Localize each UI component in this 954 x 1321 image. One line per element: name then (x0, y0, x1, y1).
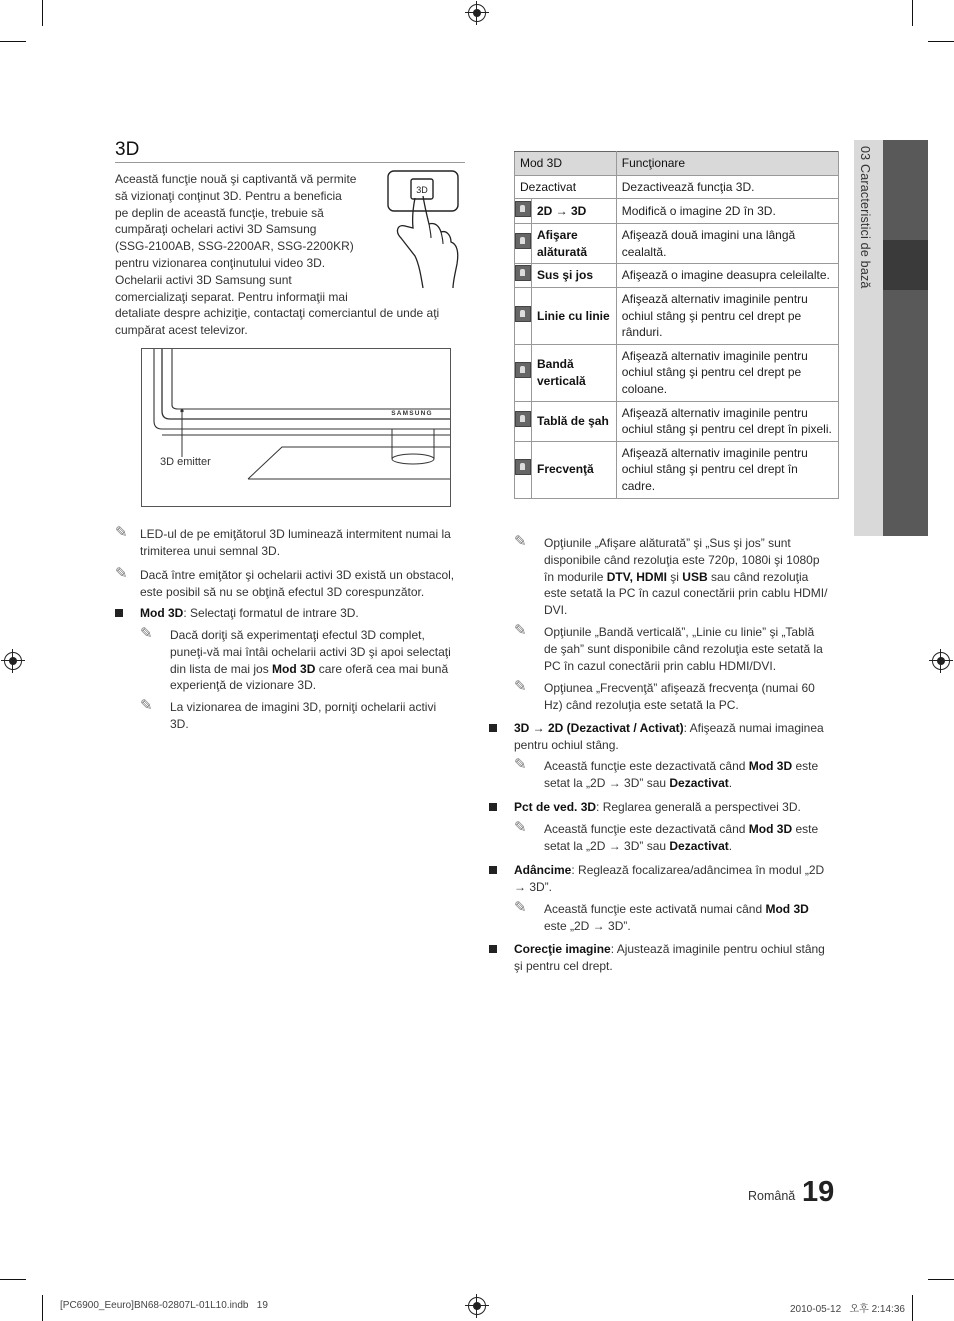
table-row (515, 224, 839, 264)
note-bold: Mod 3D (748, 759, 793, 773)
note-pencil-icon: ✎ (140, 697, 153, 714)
note-pencil-icon: ✎ (514, 899, 527, 916)
mod3d-item (140, 605, 470, 622)
note-pencil-icon: ✎ (514, 622, 527, 639)
note-bold: Mod 3D (272, 661, 316, 676)
mode-name-text: Tablă de şah (537, 413, 609, 428)
mode-name (532, 264, 617, 288)
mode-desc: Afişează alternativ imaginile pentru ochiul stâng şi pentru cel drept pe coloane. (616, 344, 838, 401)
note-line: puneţi-vă mai întâi ochelarii activi 3D şi apoi selectaţi (170, 644, 451, 659)
note-fragment: care oferă cea mai bună (315, 661, 449, 676)
note-line: Opţiunile „Afişare alăturată” şi „Sus şi jos” sunt (544, 536, 791, 550)
note-side-by-side (544, 535, 842, 619)
note-bold: DTV, HDMI (606, 569, 667, 584)
feature-line: şi pentru cel drept. (514, 958, 613, 973)
bullet-square-icon (115, 609, 123, 617)
mode-name-text: Afişare alăturată (537, 228, 588, 259)
bullet-square-icon (489, 724, 497, 732)
note-bold: Dezactivat (669, 775, 729, 790)
feature-label: Adâncime (514, 863, 572, 877)
mode-icon-cell (515, 441, 532, 498)
mode-name-text: Linie cu linie (537, 308, 610, 323)
feature-line (514, 862, 844, 879)
note-led-text (140, 526, 470, 560)
note-fragment: din lista de mai jos (170, 661, 273, 676)
footer-language: Română (748, 1189, 796, 1203)
table-row (515, 175, 839, 199)
note-line: Opţiunile „Bandă verticală”, „Linie cu linie” şi „Tablă (544, 625, 815, 639)
registration-mark-icon (468, 1297, 486, 1315)
note-fragment: . (728, 775, 733, 790)
chapter-side-label: 03 Caracteristici de bază (858, 146, 872, 289)
feature-line (514, 941, 844, 958)
table-header-cell: Funcţionare (616, 152, 838, 176)
feature-desc: : Reglarea generală a perspectivei 3D. (596, 800, 801, 814)
note-frequency (544, 680, 842, 714)
mode-line-by-line-icon (515, 306, 531, 322)
note-pencil-icon: ✎ (514, 678, 527, 695)
note-line (544, 775, 842, 792)
note-bold: Dezactivat (669, 838, 729, 853)
note-bold: Mod 3D (748, 822, 793, 836)
note-line: LED-ul de pe emiţătorul 3D luminează intermitent numai la (140, 527, 451, 541)
mode-name (532, 199, 617, 224)
note-line: Opţiunea „Frecvenţă” afişează frecvenţa (numai 60 (544, 681, 815, 695)
tv-illustration (142, 349, 450, 506)
side-tab-marker (883, 240, 928, 290)
note-line (544, 758, 842, 775)
mod3d-desc: : Selectaţi formatul de intrare 3D. (183, 606, 359, 620)
crop-mark (42, 1295, 43, 1321)
feature-3d-to-2d (514, 720, 844, 754)
mode-name (532, 344, 617, 401)
mode-desc: Afişează două imagini una lângă cealaltă. (616, 224, 838, 264)
mode-top-bottom-icon (515, 265, 531, 281)
mode-desc: Afişează alternativ imaginile pentru ochiul stâng şi pentru cel drept în cadre. (616, 441, 838, 498)
mode3d-table (514, 151, 839, 499)
mode-vertical-stripe-icon (515, 362, 531, 378)
feature-3d-to-2d-note (544, 758, 842, 792)
note-pencil-icon: ✎ (115, 524, 128, 541)
intro-line: să vizionaţi conţinut 3D. Pentru a beneficia (115, 188, 342, 203)
mode-name (532, 287, 617, 344)
note-line: PC în cazul conectării prin cablu HDMI/DVI. (544, 658, 777, 673)
feature-line (514, 720, 844, 737)
feature-depth (514, 862, 844, 896)
feature-desc: : Ajustează imaginile pentru ochiul stâng (610, 942, 825, 956)
tv-brand-logo: SAMSUNG (391, 410, 433, 417)
intro-line: cumpărat acest televizor. (115, 323, 248, 338)
mode-desc: Afişează o imagine deasupra celeilalte. (616, 264, 838, 288)
crop-mark (912, 1295, 913, 1321)
feature-viewpoint (514, 799, 844, 816)
feature-label: Corecţie imagine (514, 942, 611, 956)
remote-3d-button-label: 3D (416, 185, 428, 195)
feature-label: 3D → 2D (Dezactivat / Activat) (514, 721, 684, 735)
note-fragment: este (792, 822, 819, 836)
mode-icon-cell (515, 264, 532, 288)
page-number: 19 (802, 1176, 835, 1208)
note-fragment: Această funcţie este dezactivată când (544, 759, 749, 773)
emitter-label: 3D emitter (160, 456, 211, 468)
bullet-square-icon (489, 803, 497, 811)
note-fragment: . (728, 838, 733, 853)
note-line: DVI. (544, 603, 568, 618)
crop-mark (42, 0, 43, 26)
note-fragment: este (792, 759, 819, 773)
note-line: experienţă de vizionare 3D. (170, 678, 317, 693)
note-fragment: setat la „2D → 3D” sau (544, 838, 670, 853)
note-line: este „2D → 3D”. (544, 918, 631, 933)
side-tab-dark (883, 140, 928, 536)
crop-mark (0, 41, 26, 42)
intro-line: pentru vizionarea conţinutului video 3D. (115, 255, 326, 270)
table-header-row (515, 152, 839, 176)
crop-mark (928, 41, 954, 42)
mode-desc: Afişează alternativ imaginile pentru ochiul stâng şi pentru cel drept în pixeli. (616, 401, 838, 441)
crop-mark (928, 1279, 954, 1280)
note-line: Dacă între emiţător şi ochelarii activi 3D există un obstacol, (140, 568, 455, 582)
registration-mark-icon (932, 652, 950, 670)
registration-mark-icon (468, 4, 486, 22)
note-fragment: sau când rezoluţia (707, 569, 809, 584)
intro-line: detaliate despre achiziţie, contactaţi comerciantul de unde aţi (115, 306, 440, 321)
note-pencil-icon: ✎ (514, 819, 527, 836)
table-row (515, 264, 839, 288)
note-fragment: setat la „2D → 3D” sau (544, 775, 670, 790)
feature-viewpoint-note (544, 821, 842, 855)
note-vertical-stripe (544, 624, 842, 674)
note-line (544, 821, 842, 838)
table-row (515, 401, 839, 441)
feature-line (514, 799, 844, 816)
note-line (544, 569, 842, 586)
mode-name: Dezactivat (515, 175, 617, 199)
note-pencil-icon: ✎ (514, 756, 527, 773)
note-bold: USB (682, 569, 708, 584)
note-line: Dacă doriţi să experimentaţi efectul 3D complet, (170, 628, 425, 642)
note-line: Hz) când rezoluţia este setată la PC. (544, 697, 739, 712)
note-line (544, 838, 842, 855)
tv-illustration-frame (141, 348, 451, 507)
mode-desc: Modifică o imagine 2D în 3D. (616, 199, 838, 224)
note-line: trimiterea unui semnal 3D. (140, 543, 281, 558)
note-fragment: Această funcţie este activată numai când (544, 902, 766, 916)
mode-name (532, 224, 617, 264)
section-title-rule (115, 162, 465, 163)
crop-mark (0, 1279, 26, 1280)
feature-line: → 3D”. (514, 879, 553, 894)
mode-desc: Dezactivează funcţia 3D. (616, 175, 838, 199)
mode-icon-cell (515, 287, 532, 344)
remote-hand-illustration (385, 168, 465, 290)
note-line: La vizionarea de imagini 3D, porniţi ochelarii activi (170, 700, 437, 714)
mode-name (532, 401, 617, 441)
note-fragment: şi (666, 569, 683, 584)
note-line: 3D. (170, 716, 189, 731)
mode-icon-cell (515, 344, 532, 401)
note-line: de şah” sunt disponibile când rezoluţia este setată la (544, 641, 823, 656)
intro-line: comercializaţi separat. Pentru informaţii mai (115, 289, 348, 304)
table-row (515, 344, 839, 401)
mode-name-text: 2D → 3D (537, 203, 587, 218)
feature-depth-note (544, 901, 842, 935)
feature-label: Pct de ved. 3D (514, 800, 597, 814)
table-header-cell: Mod 3D (515, 152, 617, 176)
mode-frequency-icon (515, 459, 531, 475)
mode-name (532, 441, 617, 498)
mode-side-by-side-icon (515, 233, 531, 249)
note-fragment: în modurile (544, 569, 607, 584)
table-row (515, 199, 839, 224)
mode-2d3d-icon (515, 201, 531, 217)
mode-icon-cell (515, 401, 532, 441)
feature-line: pentru ochiul stâng. (514, 737, 619, 752)
intro-line: cumpăraţi ochelari activi 3D Samsung (115, 222, 317, 237)
feature-picture-correction (514, 941, 844, 975)
intro-line: pe deplin de această funcţie, trebuie să (115, 205, 324, 220)
intro-line: (SSG-2100AB, SSG-2200AR, SSG-2200KR) (115, 239, 354, 254)
mode-desc: Afişează alternativ imaginile pentru ochiul stâng şi pentru cel drept pe rânduri. (616, 287, 838, 344)
intro-line: Această funcţie nouă şi captivantă vă permite (115, 172, 357, 186)
note-line (544, 901, 842, 918)
table-row (515, 441, 839, 498)
mod3d-note1 (170, 627, 470, 694)
intro-line: Ochelarii activi 3D Samsung sunt (115, 272, 292, 287)
mode-icon-cell (515, 224, 532, 264)
note-obstacle-text (140, 567, 470, 601)
mode-icon-cell (515, 199, 532, 224)
note-pencil-icon: ✎ (140, 625, 153, 642)
registration-mark-icon (4, 652, 22, 670)
crop-mark (912, 0, 913, 26)
print-timestamp: 2010-05-12 오후 2:14:36 (790, 1304, 905, 1315)
note-pencil-icon: ✎ (115, 565, 128, 582)
note-fragment: Această funcţie este dezactivată când (544, 822, 749, 836)
bullet-square-icon (489, 945, 497, 953)
note-bold: Mod 3D (765, 902, 809, 916)
note-line: este setată la PC în cazul conectării prin cablu HDMI/ (544, 586, 828, 601)
mod3d-note2 (170, 699, 470, 733)
feature-desc: : Reglează focalizarea/adâncimea în modul „2D (571, 863, 825, 877)
note-pencil-icon: ✎ (514, 533, 527, 550)
feature-desc: : Afişează numai imaginea (683, 721, 824, 735)
mode-name-text: Frecvenţă (537, 462, 594, 477)
note-line (170, 661, 470, 678)
mode-name-text: Bandă verticală (537, 357, 586, 388)
mode-checkerboard-icon (515, 411, 531, 427)
bullet-square-icon (489, 866, 497, 874)
note-line: este posibil să nu se obţină efectul 3D corespunzător. (140, 584, 425, 599)
note-line: disponibile când rezoluţia este 720p, 1080i şi 1080p (544, 552, 820, 567)
mode-name-text: Sus şi jos (537, 268, 594, 283)
mod3d-label: Mod 3D (140, 606, 184, 620)
table-row (515, 287, 839, 344)
section-title: 3D (115, 139, 140, 160)
print-file-info: [PC6900_Eeuro]BN68-02807L-01L10.indb 19 (60, 1300, 268, 1311)
